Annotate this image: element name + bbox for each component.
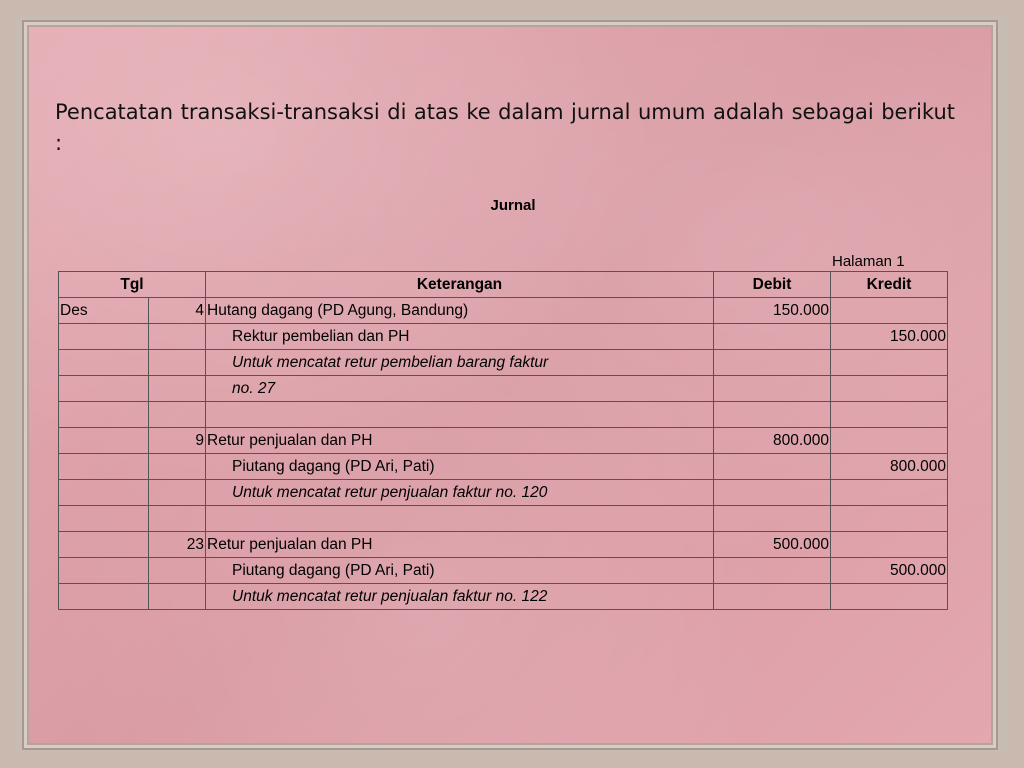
table-row [59, 428, 948, 454]
credit-cell [831, 584, 948, 610]
credit-cell [831, 376, 948, 402]
credit-cell [831, 350, 948, 376]
credit-cell [831, 428, 948, 454]
date-month-cell [59, 428, 149, 454]
page-label: Halaman 1 [832, 253, 905, 270]
table-row [59, 532, 948, 558]
debit-cell: 800.000 [714, 428, 831, 454]
date-month-cell [59, 480, 149, 506]
debit-cell [714, 506, 831, 532]
description-cell: Untuk mencatat retur penjualan faktur no. 120 [206, 480, 714, 506]
description-cell [206, 402, 714, 428]
credit-cell: 800.000 [831, 454, 948, 480]
table-row [59, 454, 948, 480]
debit-cell [714, 402, 831, 428]
debit-cell [714, 350, 831, 376]
table-row [59, 584, 948, 610]
date-day-cell [149, 324, 206, 350]
date-month-cell [59, 324, 149, 350]
table-row [59, 324, 948, 350]
credit-cell [831, 506, 948, 532]
debit-cell [714, 454, 831, 480]
date-month-cell [59, 584, 149, 610]
table-row [59, 376, 948, 402]
date-day-cell [149, 454, 206, 480]
date-month-cell [59, 454, 149, 480]
date-month-cell [59, 402, 149, 428]
credit-cell: 150.000 [831, 324, 948, 350]
date-day-cell [149, 584, 206, 610]
date-day-cell: 23 [149, 532, 206, 558]
date-day-cell [149, 376, 206, 402]
description-cell: Piutang dagang (PD Ari, Pati) [206, 454, 714, 480]
table-header-row [59, 272, 948, 298]
debit-cell [714, 584, 831, 610]
description-cell: Hutang dagang (PD Agung, Bandung) [206, 298, 714, 324]
debit-cell [714, 376, 831, 402]
table-row [59, 298, 948, 324]
header-description: Keterangan [206, 272, 714, 298]
header-credit: Kredit [831, 272, 948, 298]
debit-cell: 150.000 [714, 298, 831, 324]
date-day-cell [149, 558, 206, 584]
table-row [59, 506, 948, 532]
debit-cell [714, 558, 831, 584]
intro-paragraph: Pencatatan transaksi-transaksi di atas ke dalam jurnal umum adalah sebagai berikut : [55, 100, 955, 155]
date-day-cell [149, 506, 206, 532]
credit-cell [831, 402, 948, 428]
date-day-cell [149, 402, 206, 428]
debit-cell [714, 324, 831, 350]
header-debit: Debit [714, 272, 831, 298]
debit-cell: 500.000 [714, 532, 831, 558]
header-date: Tgl [59, 272, 206, 298]
debit-cell [714, 480, 831, 506]
description-cell [206, 506, 714, 532]
date-day-cell: 4 [149, 298, 206, 324]
description-cell: no. 27 [206, 376, 714, 402]
credit-cell [831, 298, 948, 324]
date-month-cell [59, 376, 149, 402]
date-month-cell [59, 350, 149, 376]
description-cell: Retur penjualan dan PH [206, 532, 714, 558]
description-cell: Piutang dagang (PD Ari, Pati) [206, 558, 714, 584]
description-cell: Untuk mencatat retur pembelian barang faktur [206, 350, 714, 376]
date-day-cell [149, 350, 206, 376]
description-cell: Retur penjualan dan PH [206, 428, 714, 454]
credit-cell [831, 480, 948, 506]
description-cell: Untuk mencatat retur penjualan faktur no. 122 [206, 584, 714, 610]
credit-cell [831, 532, 948, 558]
description-cell: Rektur pembelian dan PH [206, 324, 714, 350]
date-day-cell: 9 [149, 428, 206, 454]
table-row [59, 480, 948, 506]
date-month-cell [59, 558, 149, 584]
date-month-cell [59, 506, 149, 532]
journal-table [58, 271, 948, 610]
table-row [59, 558, 948, 584]
date-day-cell [149, 480, 206, 506]
slide [24, 22, 996, 748]
table-row [59, 402, 948, 428]
journal-title: Jurnal [490, 197, 536, 214]
date-month-cell [59, 532, 149, 558]
credit-cell: 500.000 [831, 558, 948, 584]
date-month-cell: Des [59, 298, 149, 324]
table-row [59, 350, 948, 376]
